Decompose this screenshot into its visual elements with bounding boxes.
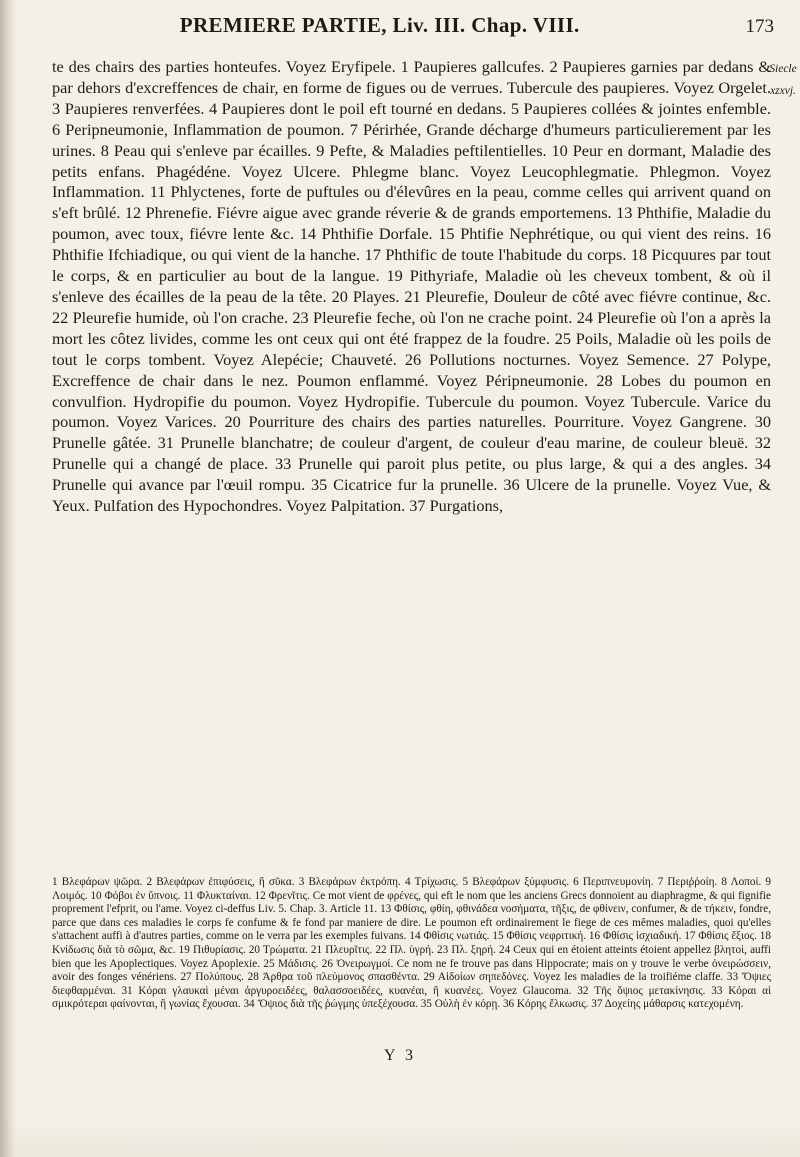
page-gutter-shadow	[0, 0, 16, 1157]
running-head	[14, 13, 774, 47]
signature-mark: Y 3	[384, 1047, 416, 1064]
main-text: te des chairs des parties honteufes. Voyez Eryfipele. 1 Paupieres gallcufes. 2 Paupieres garnies par dedans & par dehors d'excreffences de chair, en forme de figues ou de verrues. Tubercule des paupieres. Voyez Orgelet. 3 Paupieres renverfées. 4 Paupieres dont le poil eft tourné en dedans. 5 Paupieres collées & jointes enfemble. 6 Peripneumonie, Inflammation de poumon. 7 Périrhée, Grande décharge d'humeurs particulierement par les urines. 8 Peau qui s'enleve par écailles. 9 Pefte, & Maladies peftilentielles. 10 Peur en dormant, Maladie des petits enfans. Phagédéne. Voyez Ulcere. Phlegme blanc. Voyez Leucophlegmatie. Phlegmon. Voyez Inflammation. 11 Phlyctenes, forte de puftules ou d'élevûres en la peau, comme celles qui arrivent quand on s'eft brûlé. 12 Phrenefie. Fiévre aigue avec grande réverie & de grands emportemens. 13 Phthifie, Maladie du poumon, avec toux, fiévre lente &c. 14 Phthifie Dorfale. 15 Phtifie Nephrétique, ou qui vient des reins. 16 Phthifie Ifchiadique, ou qui vient de la hanche. 17 Phthific de toute l'habitude du corps. 18 Picquures par tout le corps, & en particulier au bout de la langue. 19 Pithyriafe, Maladie où les cheveux tombent, & où il s'enleve des écailles de la peau de la tête. 20 Playes. 21 Pleurefie, Douleur de côté avec fiévre continue, &c. 22 Pleurefie humide, où l'on crache. 23 Pleurefie feche, où l'on ne crache point. 24 Pleurefie où l'on a après la mort les côtez livides, comme les ont ceux qui ont été frappez de la foudre. 25 Poils, Maladie où les poils de tout le corps tombent. Voyez Alepécie; Chauveté. 26 Pollutions nocturnes. Voyez Semence. 27 Polype, Excreffence de chair dans le nez. Poumon enflammé. Voyez Péripneumonie. 28 Lobes du poumon en convulfion. Hydropifie du poumon. Voyez Hydropifie. Tubercule du poumon. Voyez Tubercule. Varice du poumon. Voyez Varices. 20 Pourriture des chairs des parties naturelles. Pourriture. Voyez Gangrene. 30 Prunelle gâtée. 31 Prunelle blanchatre; de couleur d'argent, de couleur d'eau marine, de couleur bleuë. 32 Prunelle qui a changé de place. 33 Prunelle qui paroit plus petite, ou plus large, & qui a des angles. 34 Prunelle qui avance par l'œuil rompu. 35 Cicatrice fur la prunelle. 36 Ulcere de la prunelle. Voyez Vue, & Yeux. Pulfation des Hypochondres. Voyez Palpitation. 37 Purgations,	[52, 57, 771, 516]
footnotes: 1 Βλεφάρων ψῶρα. 2 Βλεφάρων ἐπιφύσεις, ἢ σῦκα. 3 Βλεφάρων ἐκτρόπη. 4 Τρίχωσις. 5 Βλεφάρων ξύμφυσις. 6 Περιπνευμονίη. 7 Περιῤῥοίη. 8 Λοποί. 9 Λοιμός. 10 Φόβοι ἐν ὕπνοις. 11 Φλυκταίναι. 12 Φρενῖτις. Ce mot vient de φρένες, qui eft le nom que les anciens Grecs donnoient au diaphragme, & qui fignifie proprement l'efprit, ou l'ame. Voyez ci-deffus Liv. 5. Chap. 3. Article 11. 13 Φθίσις, φθίη, φθινάδεα νοσήματα, τῆξις, de φθίνειν, confumer, & de τήκειν, fondre, parce que dans ces maladies le corps fe confume & fe fond par maniere de dire. Le poumon eft ordinairement le fiege de ces mêmes maladies, quoi qu'elles s'attachent auffi à d'autres parties, comme on le verra par les exemples fuivans. 14 Φθίσις νωτιάς. 15 Φθίσις νεφριτική. 16 Φθίσις ἰσχιαδική. 17 Φθίσις ἕξιος. 18 Κνίδωσις διὰ τὸ σῶμα, &c. 19 Πιθυρίασις. 20 Τρώματα. 21 Πλευρῖτις. 22 Πλ. ὑγρή. 23 Πλ. ξηρή. 24 Ceux qui en étoient atteints étoient appellez βλητοὶ, auffi bien que les Apoplectiques. Voyez Apoplexie. 25 Μάδισις. 26 Ὀνειρωγμοί. Ce nom ne fe trouve pas dans Hippocrate; mais on y trouve le verbe ὀνειρώσσειν, avoir des fonges vénériens. 27 Πολύπους. 28 Ἀρθρα τοῦ πλεύμονος σπασθέντα. 29 Αἰδοίων σηπεδόνες. Voyez les maladies de la troifiéme claffe. 33 Ὄψιες διεφθαρμέναι. 31 Κόραι γλαυκαὶ μέναι ἀργυροειδέες, θαλασσοειδέες, κυανέαι, ἢ κυανέες. Voyez Glaucoma. 32 Τῆς ὄψιος μετακίνησις. 33 Κόραι αἱ σμικρότεραι φαίνονται, ἢ γωνίας ἔχουσαι. 34 Ὄψιος διὰ τῆς ῥώγμης ὑπεξέχουσα. 35 Οὐλὴ ἐν κόρῃ. 36 Κόρης ἕλκωσις. 37 Δοχείης μάθαρσις κατεχομένη.	[52, 876, 771, 1011]
running-title: PREMIERE PARTIE, Liv. III. Chap. VIII.	[179, 13, 580, 37]
margin-note: Siecle xzxvj.	[769, 63, 797, 97]
paper-discoloration	[0, 1117, 800, 1157]
page-number: 173	[745, 16, 774, 37]
